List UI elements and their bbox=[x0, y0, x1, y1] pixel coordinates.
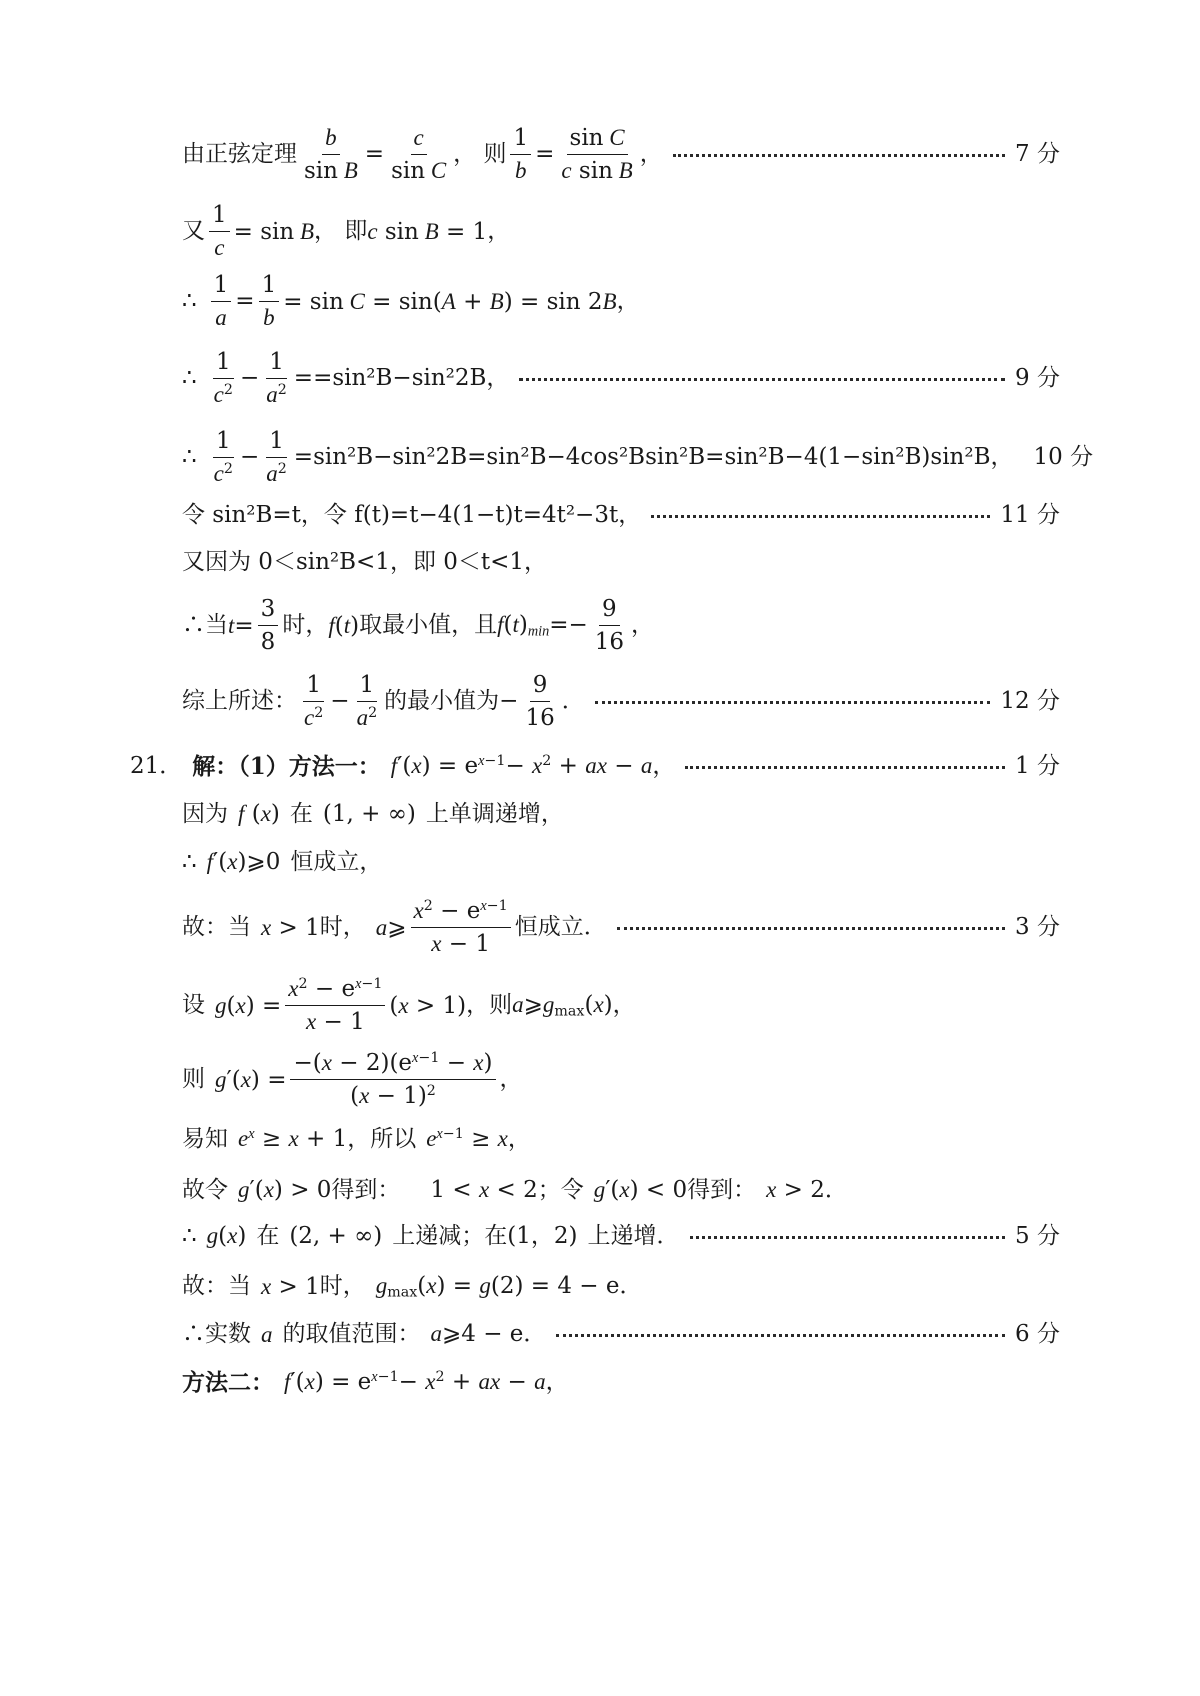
line-text: ， bbox=[639, 141, 663, 168]
fraction: $\frac{1}{a^2}$ bbox=[356, 672, 378, 731]
score-marker: 11 分 bbox=[1000, 502, 1060, 528]
line-text: 又因为 0＜sin²B<1，即 0＜t<1， bbox=[182, 549, 548, 575]
fraction: $\frac{1}{a}$ bbox=[211, 272, 232, 332]
line-text: 得到： bbox=[331, 1176, 401, 1203]
solution-line: ∴实数 a 的取值范围： a⩾4 − e ． 6 分 bbox=[182, 1320, 1060, 1347]
line-text: ∴实数 bbox=[182, 1320, 251, 1347]
line-text: ， bbox=[612, 992, 636, 1019]
line-text: ． bbox=[523, 1320, 547, 1347]
solution-line: ∴ $\frac{1}{c^2}$ − $\frac{1}{a^2}$ ==sin²B−sin²2B， 9 分 bbox=[182, 349, 1060, 408]
fraction: $\frac{-(x - 2)(e^{x-1} - x)}{(x - 1)^2}$ bbox=[290, 1050, 495, 1110]
line-text: ， bbox=[487, 218, 511, 245]
line-text: 易知 bbox=[182, 1125, 228, 1152]
fraction: $\frac{1}{a^2}$ bbox=[266, 349, 287, 408]
solution-line: 综上所述： $\frac{1}{c^2}$ − $\frac{1}{a^2}$ 的最小值为 − $\frac{9}{16}$ ． 12 分 bbox=[182, 672, 1060, 732]
score-marker: 9 分 bbox=[1015, 365, 1060, 392]
line-text: 的最小值为 bbox=[384, 688, 500, 715]
fraction: $\frac{x^2 - e^{x-1}}{x - 1}$ bbox=[411, 898, 511, 958]
line-text: ==sin²B−sin²2B， bbox=[293, 365, 510, 392]
line-text: 时， bbox=[319, 1273, 366, 1300]
line-text: ， bbox=[652, 752, 676, 779]
fraction: $\frac{1}{c^2}$ bbox=[213, 349, 233, 408]
line-text: ， bbox=[507, 1125, 531, 1152]
dot-leader bbox=[690, 1236, 1006, 1239]
solution-line: 则 g′(x) = $\frac{-(x - 2)(e^{x-1} - x)}{(x - 1)^2}$ ， bbox=[182, 1050, 523, 1110]
line-text: 时， bbox=[319, 914, 366, 941]
solution-line: ∴ $\frac{1}{c^2}$ − $\frac{1}{a^2}$ =sin²B−sin²2B=sin²B−4cos²Bsin²B=sin²B−4(1−sin²B)sin²B， 10 分 bbox=[182, 428, 1094, 487]
solution-line: 21． 解：（1）方法一： $f'(x) = e^{x-1}- x^2$ + ax − a ， 1 分 bbox=[130, 752, 1060, 780]
score-marker: 6 分 bbox=[1015, 1320, 1060, 1347]
line-text: 故：当 bbox=[182, 914, 251, 941]
line-text: ． bbox=[824, 1176, 848, 1203]
line-text: 的取值范围： bbox=[282, 1320, 421, 1347]
line-text: 又 bbox=[182, 218, 205, 245]
line-text: =sin²B−sin²2B=sin²B−4cos²Bsin²B=sin²B−4(1−sin²B)sin²B， bbox=[293, 444, 1014, 471]
line-text: 在 bbox=[289, 800, 313, 827]
line-text: ∴ bbox=[182, 444, 197, 471]
solution-line bbox=[182, 549, 1060, 577]
fraction: $\frac{9}{16}$ bbox=[594, 596, 625, 656]
problem-number: 21． bbox=[130, 752, 183, 779]
solution-line: 方法二： $f'(x) = e^{x-1}- x^2$ + ax − a ， bbox=[182, 1368, 569, 1396]
line-text: ∴ bbox=[182, 1222, 197, 1249]
dot-leader bbox=[519, 378, 1005, 381]
fraction: $\frac{1}{c^2}$ bbox=[304, 672, 324, 731]
fraction: $\frac{1}{c^2}$ bbox=[213, 428, 233, 487]
fraction: $\frac{3}{8}$ bbox=[258, 596, 279, 656]
line-text: ， 则 bbox=[453, 141, 507, 168]
line-text: ． bbox=[619, 1273, 643, 1300]
line-text: 上递减；在 bbox=[392, 1222, 508, 1249]
line-text: 由正弦定理 bbox=[182, 141, 297, 168]
solution-line: ∴ $\frac{1}{a}$ = $\frac{1}{b}$ = sin C = sin(A + B) = sin 2B ， bbox=[182, 272, 640, 331]
dot-leader bbox=[673, 154, 1005, 157]
solution-line: ∴ f′(x)⩾0 恒成立， bbox=[182, 848, 383, 875]
line-text: ， bbox=[616, 288, 640, 315]
dot-leader bbox=[651, 515, 990, 518]
score-marker: 1 分 bbox=[1015, 752, 1060, 779]
line-text: ， bbox=[631, 612, 655, 639]
line-text: 得到： bbox=[687, 1176, 757, 1203]
fraction: $\frac{1}{c}$ bbox=[209, 202, 230, 262]
line-text: ∴当 bbox=[182, 612, 228, 639]
line-text: 综上所述： bbox=[182, 688, 297, 715]
line-text: 上递增． bbox=[587, 1222, 680, 1249]
solution-line: 故：当 x > 1 时， $g_{max}(x) = g(2) = 4 - e$ ． bbox=[182, 1273, 643, 1301]
line-text: 方法二： bbox=[182, 1368, 274, 1396]
line-text: 恒成立， bbox=[290, 848, 383, 875]
line-text: ∴ bbox=[182, 288, 197, 315]
fraction: $\frac{9}{16}$ bbox=[525, 672, 555, 732]
line-text: 因为 bbox=[182, 800, 228, 827]
dot-leader bbox=[685, 766, 1005, 769]
line-text: 解：（1）方法一： bbox=[192, 752, 381, 780]
solution-line: 易知 $e^x \ge x + 1$ ，所以 $e^{x-1} \ge x$ ， bbox=[182, 1125, 531, 1152]
line-text: ，则 bbox=[466, 992, 513, 1019]
line-text: 则 bbox=[182, 1066, 205, 1093]
fraction: $\frac{c}{\text{sin C}}$ bbox=[391, 125, 447, 185]
line-text: 上单调递增， bbox=[425, 800, 564, 827]
solution-line: 由正弦定理 $\frac{b}{\text{sin B}}$ = $\frac{c}{\text{sin C}}$ ， 则 $\frac{1}{b}$ = $\frac{\text{sin C}}{\text{c sin B}}$ ， 7 分 bbox=[182, 125, 1060, 185]
line-text: 令 sin²B=t，令 f(t)=t−4(1−t)t=4t²−3t， bbox=[182, 502, 642, 528]
score-marker: 5 分 bbox=[1015, 1222, 1060, 1249]
line-text: ，所以 bbox=[347, 1125, 417, 1152]
line-text: 设 bbox=[182, 992, 205, 1019]
line-text: 故：当 bbox=[182, 1273, 251, 1300]
solution-line bbox=[182, 502, 1060, 530]
dot-leader bbox=[617, 927, 1005, 930]
score-marker: 7 分 bbox=[1015, 141, 1060, 168]
fraction: $\frac{\text{sin C}}{\text{c sin B}}$ bbox=[561, 125, 633, 185]
dot-leader bbox=[556, 1334, 1005, 1337]
solution-line: 设 g(x) = $\frac{x^2 - e^{x-1}}{x - 1}$ (x > 1) ，则 $a⩾g_{max}(x)$ ， bbox=[182, 976, 636, 1036]
line-text: 取最小值，且 bbox=[359, 612, 498, 639]
line-text: ． bbox=[561, 688, 585, 715]
line-text: ， bbox=[499, 1066, 523, 1093]
line-text: 恒成立． bbox=[514, 914, 607, 941]
line-text: ∴ bbox=[182, 848, 197, 875]
solution-line: 故：当 x > 1 时， a⩾ $\frac{x^2 - e^{x-1}}{x - 1}$ 恒成立． 3 分 bbox=[182, 898, 1060, 958]
line-text: ， bbox=[545, 1368, 569, 1395]
fraction: $\frac{b}{\text{sin B}}$ bbox=[304, 125, 358, 185]
line-text: 故令 bbox=[182, 1176, 228, 1203]
line-text: ， 即 bbox=[314, 218, 368, 245]
score-marker: 3 分 bbox=[1015, 914, 1060, 941]
line-text: ∴ bbox=[182, 365, 197, 392]
line-text: 在 bbox=[256, 1222, 280, 1249]
dot-leader bbox=[595, 701, 991, 704]
fraction: $\frac{1}{b}$ bbox=[510, 125, 531, 185]
line-text: 时， bbox=[282, 612, 329, 639]
fraction: $\frac{x^2 - e^{x-1}}{x - 1}$ bbox=[285, 976, 385, 1036]
fraction: $\frac{1}{a^2}$ bbox=[266, 428, 287, 487]
solution-line: 因为 f (x) 在 (1, + ∞) 上单调递增， bbox=[182, 800, 564, 827]
score-marker: 10 分 bbox=[1033, 444, 1094, 471]
line-text: ；令 bbox=[537, 1176, 584, 1203]
solution-line: 又 $\frac{1}{c}$ = sin B ， 即 c sin B = 1 ， bbox=[182, 202, 511, 261]
solution-line: 故令 g′(x) > 0 得到： 1 < x < 2 ；令 g′(x) < 0 得到： x > 2 ． bbox=[182, 1176, 848, 1203]
solution-line: ∴当 t= $\frac{3}{8}$ 时， f(t) 取最小值，且 $f(t)_{min}=-$ $\frac{9}{16}$ ， bbox=[182, 596, 655, 656]
solution-line: ∴ g(x) 在 (2, + ∞) 上递减；在 (1，2) 上递增． 5 分 bbox=[182, 1222, 1060, 1249]
score-marker: 12 分 bbox=[1000, 688, 1060, 715]
fraction: $\frac{1}{b}$ bbox=[259, 272, 280, 332]
